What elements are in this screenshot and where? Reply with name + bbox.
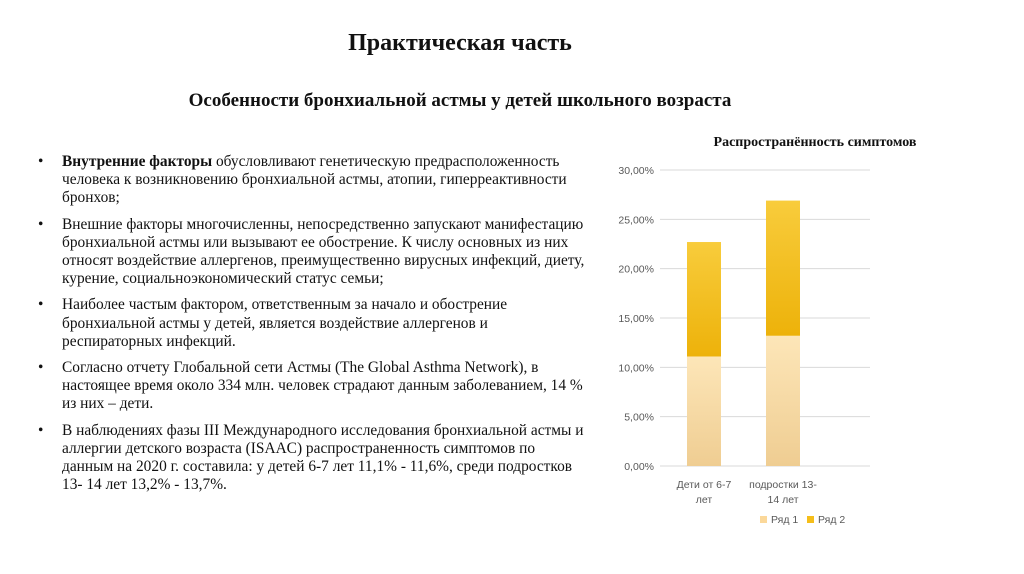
bullet-text: В наблюдениях фазы III Международного исследования бронхиальной астмы и аллергии детского возраста (ISAAC) распространенность симптомов по данным на 2020 г. составила: у детей 6-7 лет 11,1% - 11,6%, среди подростков 13- 14 лет 13,2% - 13,7%. (62, 421, 584, 494)
bullet-item (38, 296, 588, 351)
chart-title: Распространённость симптомов (713, 135, 917, 150)
legend-label: Ряд 2 (818, 514, 846, 526)
y-tick-label: 20,00% (618, 263, 654, 276)
bullet-icon: • (38, 359, 44, 377)
legend-label: Ряд 1 (771, 514, 799, 526)
legend-swatch (760, 516, 767, 523)
bullet-icon: • (38, 421, 44, 439)
x-tick-label-line: подростки 13- (749, 479, 817, 491)
bullet-text: Наиболее частым фактором, ответственным за начало и обострение бронхиальной астмы у детей, является воздействие аллергенов и респираторных инфекций. (62, 296, 508, 350)
page-subtitle: Особенности бронхиальной астмы у детей школьного возраста (188, 90, 732, 111)
bar-segment (766, 201, 800, 336)
bullet-bold-text: Внутренние факторы (62, 153, 213, 170)
bullet-icon: • (38, 296, 44, 314)
bullet-list (38, 153, 588, 502)
page-title: Практическая часть (348, 30, 572, 56)
y-tick-label: 30,00% (618, 165, 654, 177)
y-tick-label: 25,00% (618, 214, 654, 227)
bullet-icon: • (38, 153, 44, 170)
y-tick-label: 0,00% (624, 461, 654, 473)
bullet-item (38, 422, 588, 495)
bar-segment (766, 336, 800, 466)
x-tick-label (749, 479, 817, 506)
bar-segment (687, 242, 721, 356)
bullet-text: Внешние факторы многочисленны, непосредственно запускают манифестацию бронхиальной астмы или вызывают ее обострение. К числу основных из них относят воздействие аллергенов, преимущественно вирусных инфекций, диету, курение, социальноэкономический статус семьи; (62, 215, 585, 288)
y-tick-label: 5,00% (624, 411, 654, 424)
bullet-item (38, 216, 588, 289)
bullet-text: обусловливают генетическую предрасположенность человека к возникновению бронхиальной астмы, атопии, гиперреактивности бронхов; (62, 153, 567, 207)
x-tick-label (677, 479, 732, 506)
bullet-icon: • (38, 215, 44, 233)
stacked-bar-chart (600, 155, 880, 545)
bullet-text: Согласно отчету Глобальной сети Астмы (The Global Asthma Network), в настоящее время около 334 млн. человек страдают данным заболеванием, 14 % из них – дети. (62, 359, 583, 413)
x-tick-label-line: Дети от 6-7 (676, 479, 732, 491)
y-tick-label: 10,00% (618, 362, 654, 375)
x-tick-label-line: лет (695, 494, 713, 506)
y-tick-label: 15,00% (618, 313, 654, 325)
bullet-item (38, 359, 588, 414)
legend-swatch (807, 516, 814, 523)
bar-segment (687, 356, 721, 466)
bullet-item (38, 153, 588, 208)
x-tick-label-line: 14 лет (767, 494, 799, 506)
